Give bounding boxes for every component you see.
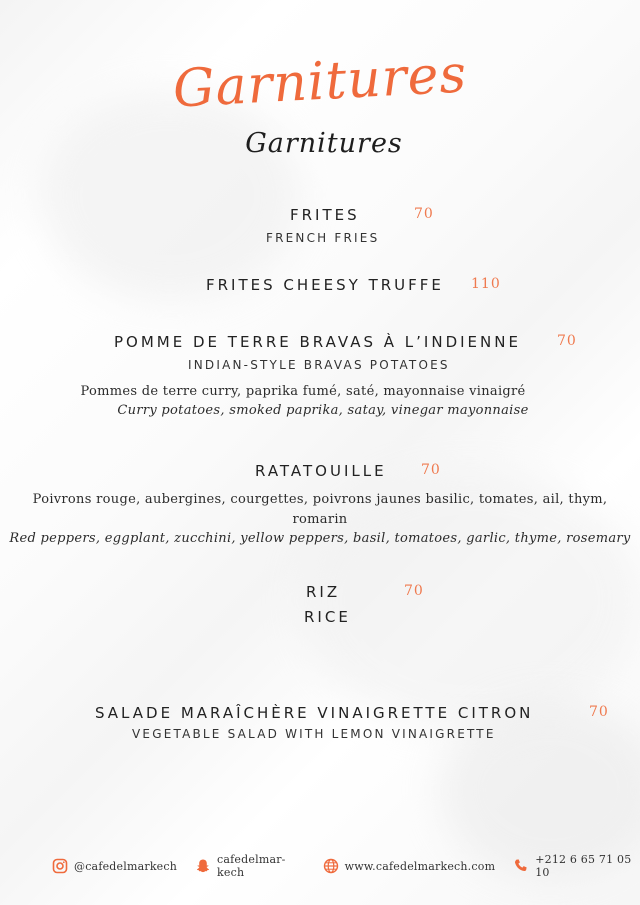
contact-footer (52, 853, 640, 879)
snapchat-icon (195, 858, 211, 874)
page-title: Garnitures (171, 44, 469, 120)
phone-number: +212 6 65 71 05 10 (535, 853, 632, 879)
instagram-handle: @cafedelmarkech (74, 859, 178, 873)
item-price-cheesy: 110 (471, 276, 501, 292)
instagram-contact[interactable] (52, 858, 177, 874)
item-sub-bravas: INDIAN-STYLE BRAVAS POTATOES (188, 358, 450, 372)
item-name-ratatouille: RATATOUILLE (255, 462, 387, 480)
snapchat-contact[interactable] (195, 853, 305, 879)
instagram-icon (52, 858, 68, 874)
website-url: www.cafedelmarkech.com (344, 859, 496, 873)
phone-icon (513, 858, 529, 874)
item-desc-fr-ratatouille: Poivrons rouge, aubergines, courgettes, poivrons jaunes basilic, tomates, ail, thym, (32, 492, 608, 507)
item-desc-fr-ratatouille-cont: romarin (292, 512, 348, 527)
item-sub-riz: RICE (304, 608, 351, 626)
item-sub-frites: FRENCH FRIES (266, 231, 380, 245)
item-name-frites: FRITES (290, 206, 360, 224)
item-price-ratatouille: 70 (421, 462, 441, 478)
item-desc-fr-bravas: Pommes de terre curry, paprika fumé, saté, mayonnaise vinaigré (80, 384, 526, 399)
item-price-riz: 70 (404, 583, 424, 599)
item-name-cheesy: FRITES CHEESY TRUFFE (206, 276, 444, 294)
website-contact[interactable] (323, 858, 496, 874)
item-name-bravas: POMME DE TERRE BRAVAS À L’INDIENNE (114, 333, 521, 351)
snapchat-handle: cafedelmar-kech (217, 853, 286, 879)
item-name-riz: RIZ (306, 583, 341, 601)
item-price-bravas: 70 (557, 333, 577, 349)
paper-texture (300, 470, 640, 730)
item-desc-en-bravas: Curry potatoes, smoked paprika, satay, vinegar mayonnaise (117, 403, 529, 418)
phone-contact[interactable] (513, 853, 640, 879)
item-price-salade: 70 (589, 704, 609, 720)
page-subtitle: Garnitures (245, 128, 403, 159)
item-sub-salade: VEGETABLE SALAD WITH LEMON VINAIGRETTE (132, 727, 496, 741)
globe-icon (323, 858, 339, 874)
item-price-frites: 70 (414, 206, 434, 222)
item-desc-en-ratatouille: Red peppers, eggplant, zucchini, yellow peppers, basil, tomatoes, garlic, thyme, rosemary (9, 531, 631, 546)
item-name-salade: SALADE MARAÎCHÈRE VINAIGRETTE CITRON (95, 704, 534, 722)
